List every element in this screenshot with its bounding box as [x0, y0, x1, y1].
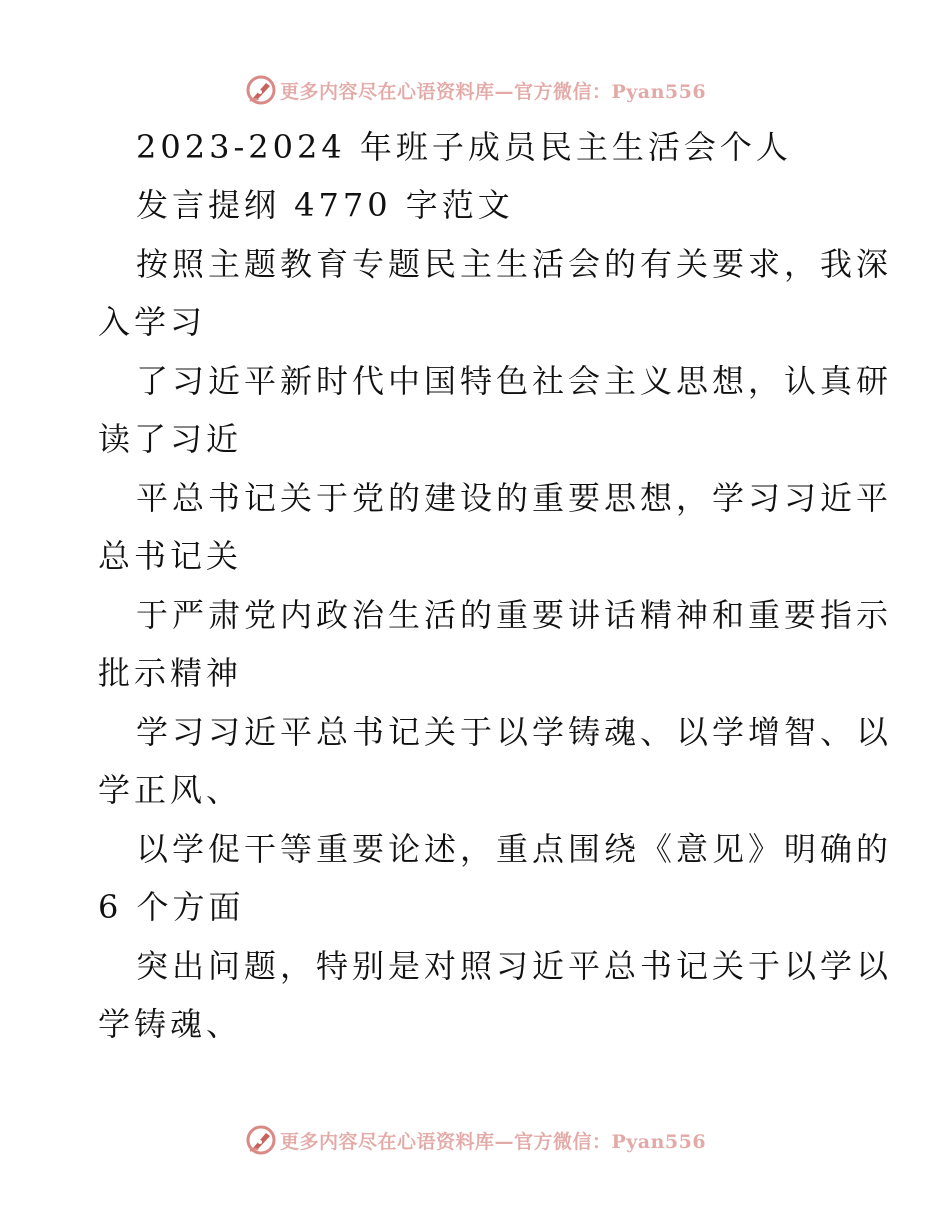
paragraph-line: 入学习 [98, 303, 207, 341]
pen-nib-circle-icon [244, 73, 278, 107]
paragraph-line: 6 个方面 [98, 888, 245, 926]
watermark-text: 更多内容尽在心语资料库—官方微信：Pyan556 [279, 80, 707, 103]
paragraph-line: 总书记关 [98, 537, 243, 575]
paragraph-line: 学正风、 [98, 771, 243, 809]
paragraph-line: 按照主题教育专题民主生活会的有关要求，我深 [136, 245, 893, 283]
pen-nib-circle-icon [244, 1123, 278, 1157]
watermark-text: 更多内容尽在心语资料库—官方微信：Pyan556 [279, 1130, 707, 1153]
paragraph-line: 学铸魂、 [98, 1005, 243, 1043]
document-title-line-1: 2023-2024 年班子成员民主生活会个人 [136, 128, 792, 166]
watermark-banner-top [0, 70, 950, 110]
paragraph-line: 突出问题，特别是对照习近平总书记关于以学以 [136, 947, 893, 985]
paragraph-line: 了习近平新时代中国特色社会主义思想，认真研 [136, 362, 893, 400]
paragraph-line: 批示精神 [98, 654, 243, 692]
paragraph-line: 以学促干等重要论述，重点围绕《意见》明确的 [136, 830, 893, 868]
document-title-line-2: 发言提纲 4770 字范文 [136, 186, 514, 224]
watermark-banner-bottom [0, 1120, 950, 1160]
paragraph-line: 读了习近 [98, 420, 243, 458]
paragraph-line: 学习习近平总书记关于以学铸魂、以学增智、以 [136, 713, 893, 751]
paragraph-line: 平总书记关于党的建设的重要思想，学习习近平 [136, 479, 893, 517]
paragraph-line: 于严肃党内政治生活的重要讲话精神和重要指示 [136, 596, 893, 634]
